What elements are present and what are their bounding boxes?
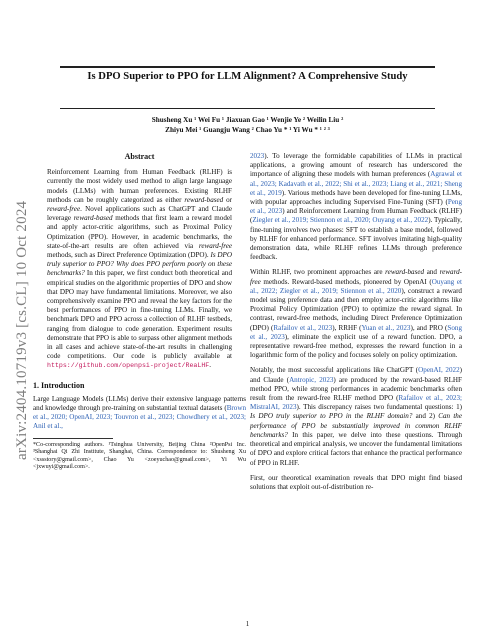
body-paragraph-1 <box>250 152 462 262</box>
citation-link[interactable]: Agrawal et al., 2023; Kadavath et al., 2022; Shi et al., 2023; Liang et al., 2021; Sheng et al., 2019 <box>250 170 462 197</box>
abstract-text: methods, such as Direct Preference Optimization (DPO). <box>47 251 211 260</box>
body-text: ). Typically, fine-tuning involves two phases: SFT to establish a base model, followed by RLHF for enhanced performance. SFT involves imitating high-quality demonstration data, while RLHF refines LLMs through preference feedback. <box>250 216 462 262</box>
body-text: Within RLHF, two prominent approaches are <box>250 268 386 277</box>
body-emphasis: reward-based <box>385 268 425 277</box>
body-paragraph-3 <box>250 366 462 467</box>
arxiv-identifier: arXiv:2404.10719v3 [cs.CL] 10 Oct 2024 <box>14 200 30 460</box>
citation-link[interactable]: Rafailov et al., 2023; MistralAI, 2023 <box>250 394 462 412</box>
body-text: ) and Claude ( <box>250 366 462 384</box>
citation-link[interactable]: Peng et al., 2023 <box>250 198 462 216</box>
abstract-text: . <box>209 361 212 370</box>
body-text: ), eliminate the explicit use of a reward function. DPO, a representative reward-free method, expresses the reward function in a logarithmic form of the policy and focuses solely on policy optimization. <box>250 332 462 360</box>
abstract-emphasis: reward-free <box>47 205 81 214</box>
citation-link[interactable]: Brown et al., 2020; OpenAI, 2023; Touvron et al., 2023; Chowdhery et al., 2023; Anil et al., <box>33 404 246 431</box>
right-column <box>250 152 462 498</box>
abstract-body <box>47 168 232 370</box>
citation-link[interactable]: OpenAI, 2022 <box>418 366 460 375</box>
body-paragraph-2 <box>250 268 462 360</box>
author-line-2: Zhiyu Mei ¹ Guangju Wang ² Chao Yu * ¹ Yi Wu * ¹ ² ³ <box>165 126 330 134</box>
body-text: methods. Reward-based methods, pioneered by OpenAI ( <box>260 277 432 286</box>
citation-link[interactable]: Rafailov et al., 2023 <box>273 323 333 332</box>
intro-paragraph <box>33 395 246 432</box>
abstract-text: In this paper, we first conduct both theoretical and empirical studies on the algorithmic properties of DPO and show that DPO may have fundamental limitations. Moreover, we also comprehensively examine PPO and reveal the key factors for the best performances of PPO in fine-tuning LLMs. Finally, we benchmark DPO and PPO across a collection of RLHF testbeds, ranging from dialogue to code generation. Experiment results demonstrate that PPO is able to surpass other alignment methods in all cases and achieve state-of-the-art results in challenging code competitions. Our code is publicly available at <box>47 269 232 361</box>
citation-link[interactable]: Antropic, 2023 <box>289 375 334 384</box>
abstract-text: . Novel applications such as ChatGPT and Claude leverage <box>47 205 232 223</box>
citation-link[interactable]: Ouyang et al., 2022; Ziegler et al., 2019; Stiennon et al., 2020 <box>250 277 462 295</box>
research-question: Can the performance of PPO be substantially improved in common RLHF benchmarks? <box>250 412 462 439</box>
citation-link[interactable]: Song et al., 2023 <box>250 323 462 341</box>
body-text: ) are produced by the reward-based RLHF method PPO, while strong performances in academic benchmarks often result from the reward-free RLHF method DPO ( <box>250 375 463 403</box>
citation-link[interactable]: 2023 <box>250 152 265 160</box>
code-link[interactable]: https://github.com/openpsi-project/ReaLHF <box>47 362 210 370</box>
body-text: ), and PRO ( <box>410 323 448 332</box>
body-text: ). Various methods have been developed for fine-tuning LLMs, with popular approaches including Supervised Fine-Tuning (SFT) ( <box>250 188 462 207</box>
citation-link[interactable]: Yuan et al., 2023 <box>361 323 411 332</box>
left-column <box>33 152 246 478</box>
abstract-emphasis: reward-free <box>198 241 232 250</box>
abstract-emphasis: reward-based <box>184 195 224 204</box>
body-text: ). This discrepancy raises two fundamental questions: 1) <box>296 403 462 412</box>
abstract-text: Reinforcement Learning from Human Feedback (RLHF) is currently the most widely used method to align large language models (LLMs) with human preferences. Existing RLHF methods can be roughly categorized as either <box>47 168 232 204</box>
body-paragraph-4: First, our theoretical examination reveals that DPO might find biased solutions that exploit out-of-distribution re- <box>250 473 462 491</box>
footnote-affiliations: *Co-corresponding authors. ¹Tsinghua University, Beijing China ²OpenPsi Inc. ³Shanghai Qi Zhi Institute, Shanghai, China. Correspondence to: Shusheng Xu <xssstory@gmail.com>, Chao Yu <zoeyuchao@gmail.com>, Yi Wu <jxwuyi@gmail.com>. <box>33 441 246 471</box>
abstract-paragraph <box>47 168 232 370</box>
abstract-heading: Abstract <box>124 152 155 161</box>
author-line-1: Shusheng Xu ¹ Wei Fu ¹ Jiaxuan Gao ¹ Wenjie Ye ² Weilin Liu ² <box>151 116 344 124</box>
body-text: ), RRHF ( <box>332 323 362 332</box>
section-heading-introduction: 1. Introduction <box>33 380 85 390</box>
body-text: Notably, the most successful applications like ChatGPT ( <box>250 366 419 375</box>
body-text: ). To leverage the formidable capabilities of LLMs in practical applications, a growing amount of research has underscored the importance of aligning these models with human preferences ( <box>250 152 462 179</box>
title-top-rule <box>60 66 435 68</box>
abstract-text: methods that first learn a reward model and apply actor-critic algorithms, such as Proximal Policy Optimization (PPO). However, in academic benchmarks, the state-of-the-art results are often achieved via <box>47 214 233 250</box>
body-emphasis: reward-free <box>250 268 462 286</box>
intro-text: Large Language Models (LLMs) derive their extensive language patterns and knowledge through pre-training on substantial textual datasets ( <box>33 394 246 413</box>
citation-link[interactable]: Ziegler et al., 2019; Stiennon et al., 2020; Ouyang et al., 2022 <box>252 216 429 225</box>
paper-title: Is DPO Superior to PPO for LLM Alignment? A Comprehensive Study <box>87 71 408 82</box>
body-text: In this paper, we delve into these questions. Through theoretical and empirical analysis, we uncover the fundamental limitations of DPO and explore critical factors that enhance the practical performance of PPO in RLHF. <box>250 430 462 467</box>
abstract-emphasis: reward-based <box>73 214 113 223</box>
body-text: and 2) <box>412 412 439 421</box>
footnote-divider <box>33 438 113 439</box>
body-text: ), construct a reward model using preference data and then employ actor-critic algorithms like Proximal Policy Optimization (PPO) to optimize the reward signal. In contrast, reward-free methods, including Direct Preference Optimization (DPO) ( <box>250 286 462 332</box>
abstract-text: or <box>223 195 232 204</box>
abstract-question: Is DPO truly superior to PPO? Why does PPO perform poorly on these benchmarks? <box>47 251 232 278</box>
title-bottom-rule <box>60 108 435 109</box>
research-question: Is DPO truly superior to PPO in the RLHF domain? <box>250 412 413 421</box>
body-text: ) and Reinforcement Learning from Human Feedback (RLHF) ( <box>250 207 462 225</box>
page-number: 1 <box>245 620 250 628</box>
author-list <box>60 115 435 135</box>
body-text: and <box>424 268 440 277</box>
